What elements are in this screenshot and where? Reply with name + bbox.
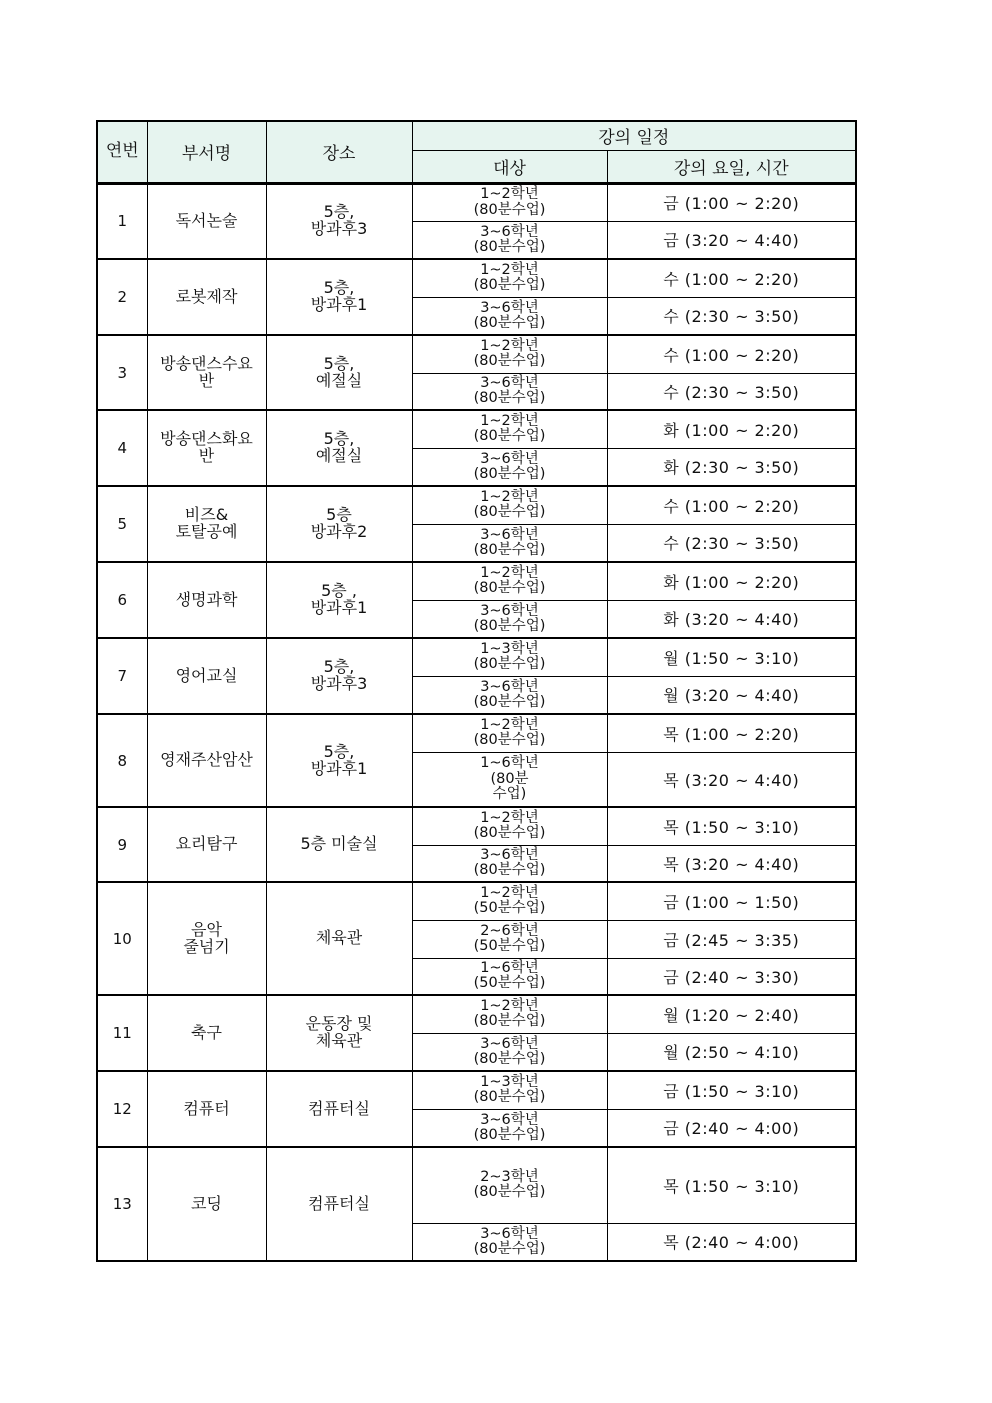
table-row (97, 807, 856, 845)
class-day-time: 화 (3:20 ~ 4:40) (607, 600, 856, 638)
class-day-time: 수 (2:30 ~ 3:50) (607, 297, 856, 335)
table-row (97, 183, 856, 221)
class-day-time: 목 (1:00 ~ 2:20) (607, 714, 856, 752)
row-number: 8 (97, 714, 147, 807)
table-row (97, 714, 856, 752)
target-grade: 3~6학년 (80분수업) (412, 845, 607, 882)
class-day-time: 수 (1:00 ~ 2:20) (607, 335, 856, 373)
class-day-time: 수 (2:30 ~ 3:50) (607, 524, 856, 562)
header-time: 강의 요일, 시간 (607, 150, 856, 183)
department-name: 축구 (147, 995, 266, 1071)
schedule-table (96, 120, 857, 1262)
location: 컴퓨터실 (266, 1147, 412, 1261)
target-grade: 1~3학년 (80분수업) (412, 1071, 607, 1109)
location: 5층, 예절실 (266, 335, 412, 410)
class-day-time: 화 (1:00 ~ 2:20) (607, 562, 856, 600)
header-dept: 부서명 (147, 121, 266, 183)
table-row-group (97, 995, 856, 1071)
department-name: 컴퓨터 (147, 1071, 266, 1147)
table-row (97, 638, 856, 676)
table-row (97, 995, 856, 1033)
row-number: 10 (97, 882, 147, 995)
class-day-time: 목 (1:50 ~ 3:10) (607, 1147, 856, 1223)
class-day-time: 금 (1:50 ~ 3:10) (607, 1071, 856, 1109)
target-grade: 3~6학년 (80분수업) (412, 1223, 607, 1261)
table-row-group (97, 486, 856, 562)
location: 5층, 방과후3 (266, 638, 412, 714)
target-grade: 1~2학년 (80분수업) (412, 995, 607, 1033)
row-number: 9 (97, 807, 147, 882)
row-number: 2 (97, 259, 147, 335)
class-day-time: 금 (2:40 ~ 4:00) (607, 1109, 856, 1147)
class-day-time: 금 (3:20 ~ 4:40) (607, 221, 856, 259)
row-number: 12 (97, 1071, 147, 1147)
location: 5층, 방과후1 (266, 259, 412, 335)
class-day-time: 화 (2:30 ~ 3:50) (607, 448, 856, 486)
target-grade: 3~6학년 (80분수업) (412, 373, 607, 410)
table-row (97, 410, 856, 448)
target-grade: 1~3학년 (80분수업) (412, 638, 607, 676)
class-day-time: 월 (1:50 ~ 3:10) (607, 638, 856, 676)
location: 5층 미술실 (266, 807, 412, 882)
location: 5층, 예절실 (266, 410, 412, 486)
class-day-time: 수 (1:00 ~ 2:20) (607, 259, 856, 297)
table-row (97, 335, 856, 373)
class-day-time: 목 (2:40 ~ 4:00) (607, 1223, 856, 1261)
location: 운동장 및 체육관 (266, 995, 412, 1071)
location: 5층, 방과후3 (266, 183, 412, 259)
target-grade: 1~6학년 (80분 수업) (412, 752, 607, 807)
class-day-time: 금 (2:45 ~ 3:35) (607, 920, 856, 958)
row-number: 5 (97, 486, 147, 562)
department-name: 생명과학 (147, 562, 266, 638)
target-grade: 1~2학년 (50분수업) (412, 882, 607, 920)
department-name: 음악 줄넘기 (147, 882, 266, 995)
class-day-time: 목 (3:20 ~ 4:40) (607, 845, 856, 882)
class-day-time: 금 (2:40 ~ 3:30) (607, 958, 856, 995)
row-number: 4 (97, 410, 147, 486)
target-grade: 1~2학년 (80분수업) (412, 259, 607, 297)
class-day-time: 수 (1:00 ~ 2:20) (607, 486, 856, 524)
target-grade: 1~2학년 (80분수업) (412, 486, 607, 524)
table-row-group (97, 1071, 856, 1147)
row-number: 13 (97, 1147, 147, 1261)
target-grade: 1~2학년 (80분수업) (412, 562, 607, 600)
target-grade: 1~2학년 (80분수업) (412, 410, 607, 448)
target-grade: 3~6학년 (80분수업) (412, 448, 607, 486)
department-name: 비즈& 토탈공예 (147, 486, 266, 562)
header-no: 연번 (97, 121, 147, 183)
department-name: 로봇제작 (147, 259, 266, 335)
table-row (97, 486, 856, 524)
department-name: 독서논술 (147, 183, 266, 259)
table-row-group (97, 335, 856, 410)
target-grade: 1~6학년 (50분수업) (412, 958, 607, 995)
class-day-time: 목 (3:20 ~ 4:40) (607, 752, 856, 807)
location: 5층, 방과후1 (266, 714, 412, 807)
table-row-group (97, 562, 856, 638)
target-grade: 3~6학년 (80분수업) (412, 1033, 607, 1071)
target-grade: 3~6학년 (80분수업) (412, 297, 607, 335)
department-name: 영어교실 (147, 638, 266, 714)
table-row (97, 562, 856, 600)
table-header (97, 121, 856, 183)
target-grade: 3~6학년 (80분수업) (412, 600, 607, 638)
target-grade: 1~2학년 (80분수업) (412, 714, 607, 752)
location: 5층 , 방과후1 (266, 562, 412, 638)
department-name: 요리탐구 (147, 807, 266, 882)
header-schedule: 강의 일정 (412, 121, 856, 150)
table-row-group (97, 714, 856, 807)
target-grade: 2~3학년 (80분수업) (412, 1147, 607, 1223)
location: 5층 방과후2 (266, 486, 412, 562)
class-day-time: 화 (1:00 ~ 2:20) (607, 410, 856, 448)
table-row-group (97, 807, 856, 882)
target-grade: 1~2학년 (80분수업) (412, 807, 607, 845)
row-number: 6 (97, 562, 147, 638)
target-grade: 3~6학년 (80분수업) (412, 1109, 607, 1147)
table-row (97, 882, 856, 920)
department-name: 방송댄스수요 반 (147, 335, 266, 410)
department-name: 코딩 (147, 1147, 266, 1261)
department-name: 방송댄스화요 반 (147, 410, 266, 486)
table-row-group (97, 1147, 856, 1261)
location: 컴퓨터실 (266, 1071, 412, 1147)
table-row-group (97, 183, 856, 259)
department-name: 영재주산암산 (147, 714, 266, 807)
class-day-time: 금 (1:00 ~ 1:50) (607, 882, 856, 920)
table-row-group (97, 882, 856, 995)
target-grade: 1~2학년 (80분수업) (412, 335, 607, 373)
table-row-group (97, 638, 856, 714)
header-target: 대상 (412, 150, 607, 183)
table-row (97, 1071, 856, 1109)
target-grade: 3~6학년 (80분수업) (412, 676, 607, 714)
class-day-time: 수 (2:30 ~ 3:50) (607, 373, 856, 410)
row-number: 11 (97, 995, 147, 1071)
table-row-group (97, 410, 856, 486)
class-day-time: 목 (1:50 ~ 3:10) (607, 807, 856, 845)
target-grade: 1~2학년 (80분수업) (412, 183, 607, 221)
class-day-time: 월 (2:50 ~ 4:10) (607, 1033, 856, 1071)
row-number: 7 (97, 638, 147, 714)
target-grade: 2~6학년 (50분수업) (412, 920, 607, 958)
header-place: 장소 (266, 121, 412, 183)
class-day-time: 금 (1:00 ~ 2:20) (607, 183, 856, 221)
class-day-time: 월 (3:20 ~ 4:40) (607, 676, 856, 714)
class-day-time: 월 (1:20 ~ 2:40) (607, 995, 856, 1033)
target-grade: 3~6학년 (80분수업) (412, 221, 607, 259)
table-row (97, 259, 856, 297)
row-number: 1 (97, 183, 147, 259)
table-row-group (97, 259, 856, 335)
target-grade: 3~6학년 (80분수업) (412, 524, 607, 562)
row-number: 3 (97, 335, 147, 410)
location: 체육관 (266, 882, 412, 995)
table-row (97, 1147, 856, 1223)
